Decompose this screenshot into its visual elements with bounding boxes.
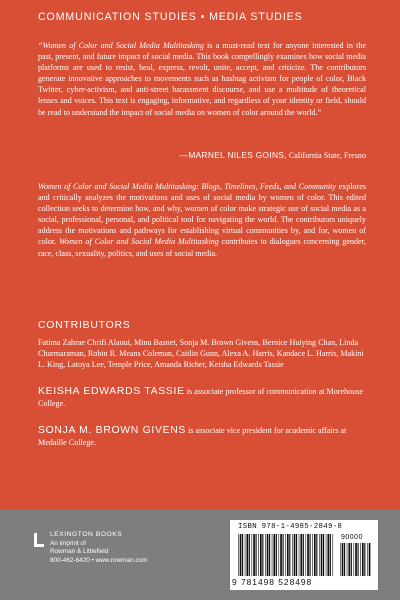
publisher-contact: 800-462-6420 • www.rowman.com xyxy=(50,556,148,564)
barcode-bar xyxy=(314,534,316,576)
barcode-bar xyxy=(265,534,266,576)
barcode-bar xyxy=(362,543,364,576)
barcode-bar xyxy=(272,534,273,576)
barcode-bar xyxy=(306,534,307,576)
barcode-bar xyxy=(294,534,296,576)
barcode-bar xyxy=(269,534,270,576)
barcode-bar xyxy=(340,543,341,576)
barcode-bar xyxy=(342,543,344,576)
attribution-affiliation: California State, Fresno xyxy=(286,151,366,160)
barcode-bar xyxy=(249,534,250,576)
barcode-panel xyxy=(230,520,378,590)
barcode-bar xyxy=(267,534,269,576)
ean-barcode xyxy=(238,534,334,576)
barcode-bar xyxy=(323,534,324,576)
praise-body: is a must-read text for anyone interested in the past, present, and future impact of social media. This book compellingly examines how social media platforms are used to resist, heal, express, revolt, unite, accept, and criticize. The contributors generate innovative approaches to movements such as hashtag activism for people of color, Black Twitter, cyber-activism, and anti-street harassment discourse, and use a multitude of theoretical lenses and voices. This text is engaging, informative, and regardless of your identity or field, should be read to understand the impact of social media on women of color around the world.” xyxy=(38,41,366,117)
barcode-bar xyxy=(280,534,282,576)
barcode-bar xyxy=(285,534,286,576)
barcode-bar xyxy=(246,534,248,576)
barcode-bar xyxy=(287,534,289,576)
barcode-bar xyxy=(273,534,275,576)
barcode-bar xyxy=(344,543,345,576)
barcode-bar xyxy=(333,534,334,576)
publisher-text xyxy=(50,531,147,565)
editor-bio-givens xyxy=(38,425,366,448)
description-part2: contributes to dialogues concerning gender, race, class, sexuality, politics, and uses of social media. xyxy=(38,237,366,258)
barcode-bar xyxy=(245,534,246,576)
barcode-bar xyxy=(307,534,309,576)
publisher-block xyxy=(34,531,147,565)
editor-bio: is associate vice president for academic affairs at Medaille College. xyxy=(38,426,347,447)
barcode-bar xyxy=(354,543,355,576)
description-part1: explores and critically analyzes the motivations and uses of social media by women of color. This edited collection seeks to determine how, and why, women of color make strategic use of social media as a social, professional, personal, and political tool for navigating the world. The contributors uniquely address the motivations and pathways for establishing virtual communities by, and for, women of color. xyxy=(38,182,366,247)
isbn-label: ISBN 978-1-4985-2849-8 xyxy=(238,523,343,531)
barcode-bar xyxy=(238,534,239,576)
barcode-bar xyxy=(242,534,243,576)
description-title: Women of Color and Social Media Multitasking: Blogs, Timelines, Feeds, and Community xyxy=(38,182,336,191)
barcode-bar xyxy=(316,534,317,576)
editor-name: KEISHA EDWARDS TASSIE xyxy=(38,386,185,397)
barcode-bar xyxy=(256,534,257,576)
barcode-bar xyxy=(358,543,359,576)
barcode-bar xyxy=(348,543,350,576)
lexington-l-icon xyxy=(34,533,44,547)
barcode-bar xyxy=(319,534,320,576)
editor-name: SONJA M. BROWN GIVENS xyxy=(38,425,187,436)
editor-bio-tassie xyxy=(38,386,366,409)
ean-digits: 9 781498 528498 xyxy=(232,577,313,587)
praise-attribution xyxy=(38,150,366,161)
barcode-bar xyxy=(292,534,293,576)
barcode-bar xyxy=(351,543,352,576)
barcode-bar xyxy=(327,534,329,576)
book-description xyxy=(38,181,366,259)
barcode-bar xyxy=(364,543,365,576)
barcode-bar xyxy=(355,543,357,576)
addon-barcode xyxy=(340,543,372,576)
publisher-imprint-line1: An imprint of xyxy=(50,539,86,547)
barcode-bar xyxy=(283,534,284,576)
barcode-bar xyxy=(303,534,304,576)
barcode-bar xyxy=(240,534,242,576)
barcode-bar xyxy=(321,534,323,576)
barcode-bar xyxy=(276,534,277,576)
price-code: 90000 xyxy=(341,534,363,541)
barcode-bar xyxy=(279,534,280,576)
barcode-bar xyxy=(326,534,327,576)
barcode-bar xyxy=(312,534,313,576)
barcode-bar xyxy=(367,543,368,576)
contributors-heading: CONTRIBUTORS xyxy=(38,320,131,331)
barcode-bar xyxy=(262,534,263,576)
barcode-bar xyxy=(347,543,348,576)
series-label: COMMUNICATION STUDIES • MEDIA STUDIES xyxy=(38,11,303,23)
attribution-name: —MARNEL NILES GOINS, xyxy=(179,150,287,160)
barcode-bar xyxy=(299,534,300,576)
barcode-bar xyxy=(260,534,262,576)
publisher-name: LEXINGTON BOOKS xyxy=(50,531,123,538)
praise-quote xyxy=(38,40,366,118)
praise-book-title: “Women of Color and Social Media Multitasking xyxy=(38,41,204,50)
barcode-bar xyxy=(289,534,290,576)
publisher-imprint-line2: Rowman & Littlefield xyxy=(50,548,109,556)
barcode-bar xyxy=(253,534,255,576)
barcode-bar xyxy=(252,534,253,576)
barcode-bar xyxy=(369,543,371,576)
barcode-bar xyxy=(330,534,331,576)
contributors-list: Fatima Zahrae Chrifi Alaoui, Minu Basnet, Sonja M. Brown Givens, Bernice Huiying Chan, Linda Charmaraman, Robin R. Means Coleman, Caitlin Gunn, Alexa A. Harris, Kandace L. Harris, Makini L. King, Latoya Lee, Temple Price, Amanda Richer, Keisha Edwards Tassie xyxy=(38,338,364,370)
barcode-bar xyxy=(258,534,259,576)
description-title-short: Women of Color and Social Media Multitasking xyxy=(59,237,219,247)
barcode-bar xyxy=(310,534,311,576)
barcode-bar xyxy=(300,534,302,576)
editor-bio: is associate professor of communication at Morehouse College. xyxy=(38,387,363,408)
barcode-bar xyxy=(360,543,361,576)
barcode-bar xyxy=(296,534,297,576)
